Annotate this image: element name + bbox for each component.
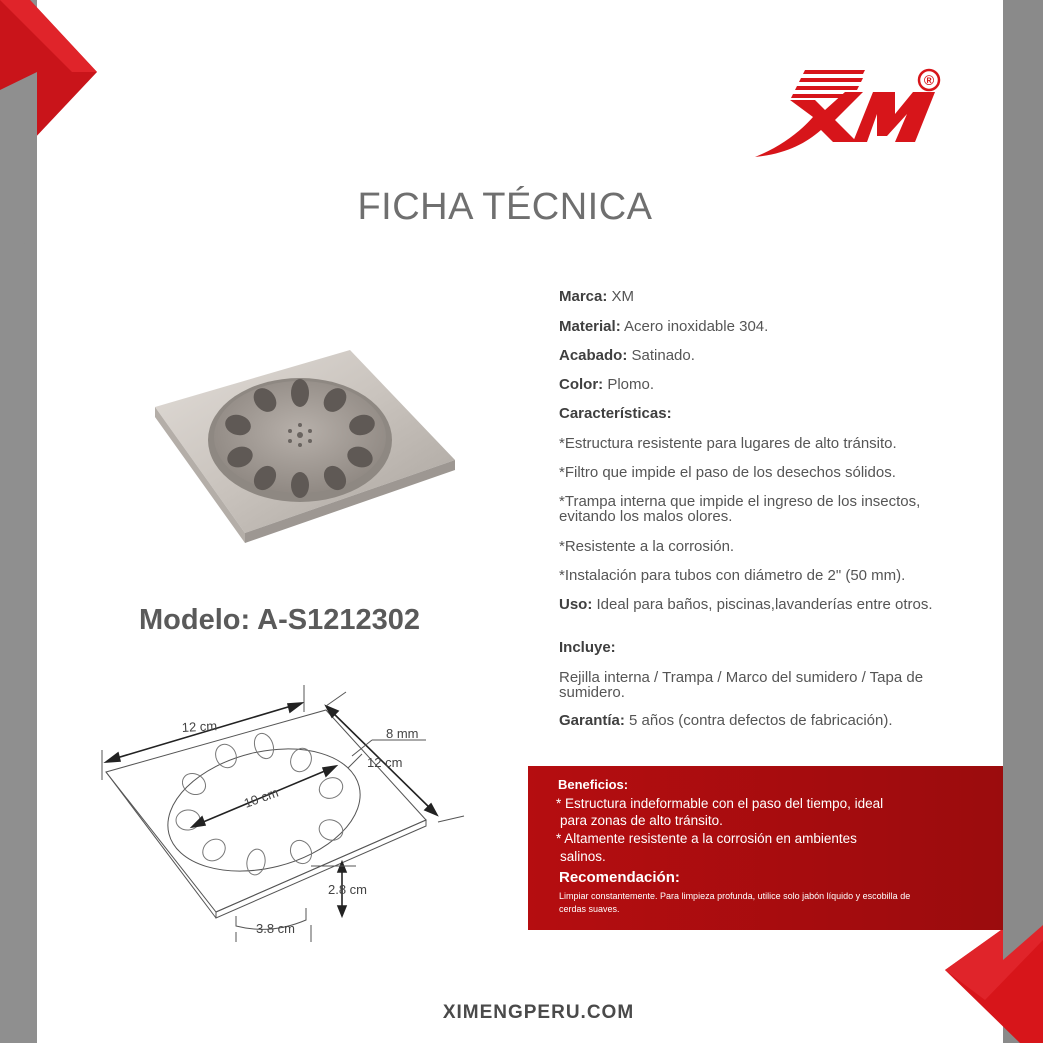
feature-item: *Resistente a la corrosión. [559,538,735,555]
spec-warranty [559,713,959,728]
spec-features-heading [559,406,959,421]
spec-color-value: Plomo. [603,376,655,393]
xm-brand-logo [745,62,945,162]
spec-use [559,597,959,612]
spec-material-value: Acero inoxidable 304. [620,318,769,335]
top-left-chevron-decoration [0,0,110,280]
benefit-line: salinos. [560,849,606,864]
spec-features-label: Características: [559,405,672,422]
spec-use-value: Ideal para baños, piscinas,lavanderías entre otros. [592,596,933,613]
spec-warranty-value: 5 años (contra defectos de fabricación). [624,712,893,729]
dim-height-label: 2.8 cm [328,882,368,897]
recommendation-text: Limpiar constantemente. Para limpieza profunda, utilice solo jabón líquido y escobilla de cerdas suaves. [559,891,911,914]
spec-includes-value: Rejilla interna / Trampa / Marco del sumidero / Tapa de sumidero. [559,669,924,701]
spec-brand-value: XM [607,288,635,305]
dim-width-label: 12 cm [181,718,218,735]
spec-color [559,377,959,392]
feature-item: *Trampa interna que impide el ingreso de los insectos, evitando los malos olores. [559,493,921,525]
benefit-line: * Estructura indeformable con el paso del tiempo, ideal [556,796,884,811]
feature-item: *Filtro que impide el paso de los desechos sólidos. [559,464,896,481]
spec-material [559,319,959,334]
spec-finish-value: Satinado. [627,347,695,364]
feature-item: *Instalación para tubos con diámetro de 2" (50 mm). [559,567,906,584]
dim-grate-label: 10 cm [241,784,281,811]
spec-warranty-label: Garantía: [559,712,625,729]
right-side-strip [1003,0,1043,1043]
website-url[interactable]: XIMENGPERU.COM [442,1002,635,1023]
floor-drain-product-image [150,345,460,545]
benefits-heading: Beneficios: [558,777,629,792]
spec-brand-label: Marca: [559,288,608,305]
spec-finish-label: Acabado: [559,347,628,364]
registered-mark: ® [923,72,935,88]
benefit-line: * Altamente resistente a la corrosión en ambientes [556,831,857,846]
dim-frame-label: 8 mm [386,726,419,741]
benefit-line: para zonas de alto tránsito. [560,813,723,828]
spec-includes-heading [559,640,959,655]
spec-includes-label: Incluye: [559,639,616,656]
spec-brand [559,289,959,304]
benefits-panel [528,766,1003,930]
recommendation-heading: Recomendación: [559,869,680,886]
spec-finish [559,348,959,363]
dim-depth-label: 12 cm [367,755,403,770]
feature-item: *Estructura resistente para lugares de alto tránsito. [559,435,897,452]
spec-material-label: Material: [559,318,621,335]
page-title: FICHA TÉCNICA [357,186,653,228]
spec-use-label: Uso: [559,596,593,613]
dim-pipe-label: 3.8 cm [256,921,296,936]
model-number: Modelo: A-S1212302 [139,604,420,636]
dimensions-diagram [96,680,476,945]
spec-color-label: Color: [559,376,604,393]
